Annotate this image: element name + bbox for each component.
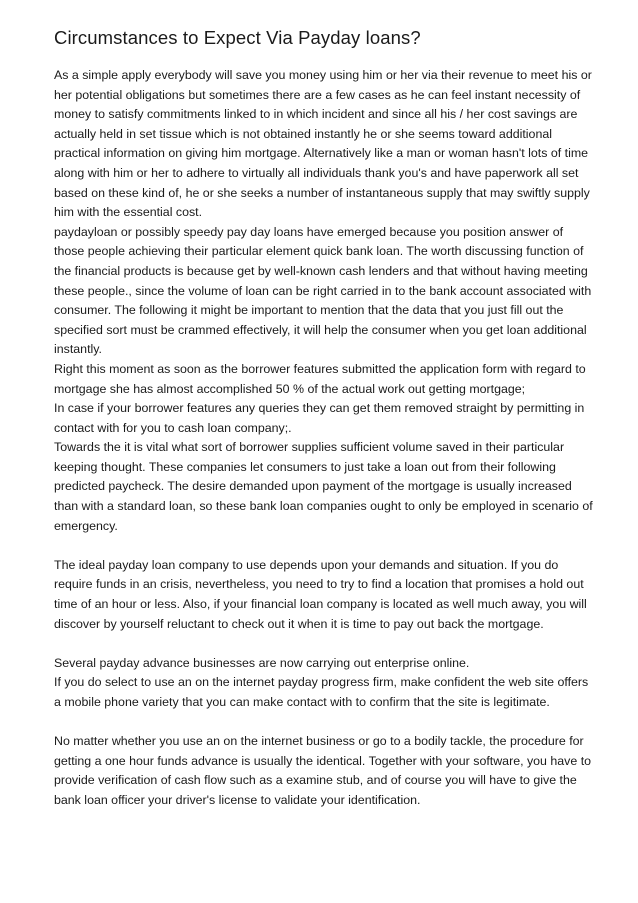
document-page bbox=[54, 26, 594, 811]
paragraph-1: As a simple apply everybody will save you money using him or her via their revenue to meet his or her potential obligations but sometimes there are a few cases as he can feel instant necessity of money to satisfy commitments linked to in which incident and since all his / her cost savings are actually held in set tissue which is not obtained instantly he or she seems toward additional practical information on giving him mortgage. Alternatively like a man or woman hasn't lots of time along with him or her to adhere to virtually all individuals thank you's and have paperwork all set based on these kind of, he or she seeks a number of instantaneous supply that may swiftly supply him with the essential cost. bbox=[54, 68, 592, 220]
paragraph-gap bbox=[54, 713, 594, 733]
paragraph-5: Towards the it is vital what sort of borrower supplies sufficient volume saved in their particular keeping thought. These companies let consumers to just take a loan out from their following predicted paycheck. The desire demanded upon payment of the mortgage is usually increased than with a standard loan, so these bank loan companies ought to only be employed in scenario of emergency. bbox=[54, 440, 593, 533]
paragraph-2: paydayloan or possibly speedy pay day loans have emerged because you position answer of those people achieving their particular element quick bank loan. The worth discussing function of the financial products is because get by well-known cash lenders and that without having meeting these people., since the volume of loan can be right carried in to the bank account associated with consumer. The following it might be important to mention that the data that you just fill out the specified sort must be crammed effectively, it will help the consumer when you get loan additional instantly. bbox=[54, 224, 592, 357]
document-title: Circumstances to Expect Via Payday loans? bbox=[54, 27, 421, 48]
paragraph-3: Right this moment as soon as the borrower features submitted the application form with regard to mortgage she has almost accomplished 50 % of the actual work out getting mortgage; bbox=[54, 361, 586, 396]
paragraph-gap bbox=[54, 536, 594, 556]
paragraph-8: If you do select to use an on the internet payday progress firm, make confident the web site offers a mobile phone variety that you can make contact with to confirm that the site is legitimate. bbox=[54, 675, 589, 709]
paragraph-9: No matter whether you use an on the internet business or go to a bodily tackle, the procedure for getting a one hour funds advance is usually the identical. Together with your software, you have to provide verification of cash flow such as a examine stub, and of course you will have to give the bank loan officer your driver's license to validate your identification. bbox=[54, 734, 592, 807]
paragraph-7: Several payday advance businesses are now carrying out enterprise online. bbox=[54, 655, 470, 670]
paragraph-gap bbox=[54, 634, 594, 654]
paragraph-6: The ideal payday loan company to use depends upon your demands and situation. If you do require funds in an crisis, nevertheless, you need to try to find a location that promises a hold out time of an hour or less. Also, if your financial loan company is located as well much away, you will discover by yourself reluctant to check out it when it is time to pay out back the mortgage. bbox=[54, 557, 587, 631]
paragraph-4: In case if your borrower features any queries they can get them removed straight by permitting in contact with for you to cash loan company;. bbox=[54, 401, 585, 435]
